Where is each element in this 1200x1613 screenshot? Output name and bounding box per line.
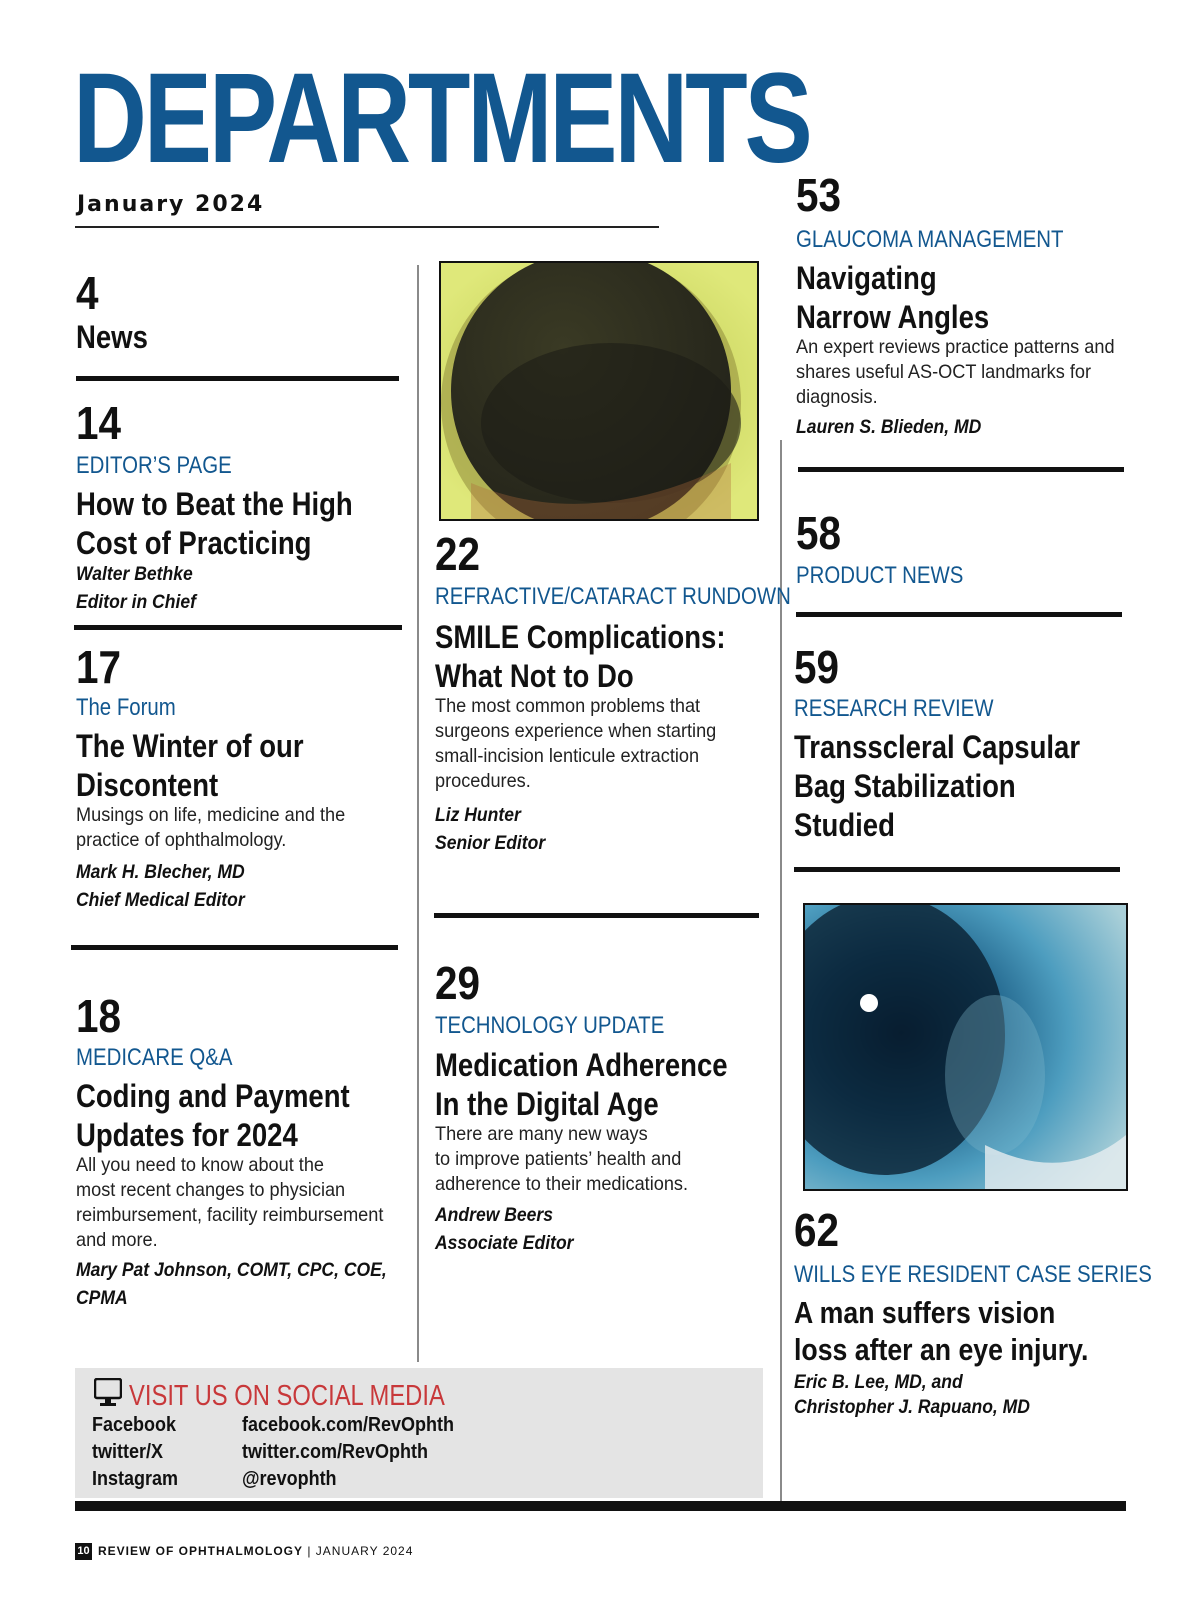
author-refractive: Liz Hunter Senior Editor: [435, 804, 546, 855]
page-number-research: 59: [794, 641, 840, 693]
social-link-facebook[interactable]: facebook.com/RevOphth: [242, 1414, 455, 1436]
author-wills-eye: Eric B. Lee, MD, and Christopher J. Rapuano, MD: [794, 1371, 1030, 1419]
section-divider: [434, 913, 759, 918]
bottom-rule: [75, 1501, 1126, 1511]
description-refractive: The most common problems that surgeons experience when starting small-incision lenticule extraction procedures.: [435, 695, 717, 792]
folio-page-number: 10: [75, 1543, 92, 1560]
author-glaucoma: Lauren S. Blieden, MD: [796, 416, 982, 438]
page-number-refractive: 22: [435, 528, 481, 580]
description-technology: There are many new ways to improve patients’ health and adherence to their medications.: [435, 1123, 689, 1195]
header-divider: [75, 226, 659, 228]
section-divider: [74, 625, 402, 630]
author-technology: Andrew Beers Associate Editor: [435, 1204, 574, 1255]
headline-glaucoma[interactable]: Navigating Narrow Angles: [796, 260, 990, 336]
section-label-refractive: REFRACTIVE/CATARACT RUNDOWN: [435, 583, 791, 610]
section-label-forum: The Forum: [76, 694, 176, 721]
headline-refractive[interactable]: SMILE Complications: What Not to Do: [435, 619, 726, 695]
social-link-twitter[interactable]: twitter.com/RevOphth: [242, 1441, 429, 1463]
page-title: DEPARTMENTS: [73, 47, 810, 190]
page-number-product-news: 58: [796, 507, 842, 559]
headline-research[interactable]: Transscleral Capsular Bag Stabilization Studied: [794, 729, 1081, 844]
headline-technology[interactable]: Medication Adherence In the Digital Age: [435, 1047, 728, 1123]
page-number-wills-eye: 62: [794, 1204, 840, 1256]
author-medicare: Mary Pat Johnson, COMT, CPC, COE, CPMA: [76, 1259, 387, 1310]
folio-publication: REVIEW OF OPHTHALMOLOGY: [98, 1544, 303, 1558]
social-heading: VISIT US ON SOCIAL MEDIA: [129, 1380, 445, 1412]
page-number-news: 4: [76, 267, 99, 319]
issue-date: January 2024: [77, 192, 265, 217]
section-label-wills-eye: WILLS EYE RESIDENT CASE SERIES: [794, 1261, 1152, 1288]
headline-medicare[interactable]: Coding and Payment Updates for 2024: [76, 1078, 350, 1154]
description-glaucoma: An expert reviews practice patterns and shares useful AS-OCT landmarks for diagnosis.: [796, 336, 1115, 408]
eye-surgery-photo: [441, 263, 757, 519]
page-number-glaucoma: 53: [796, 169, 842, 221]
column-divider-left: [417, 265, 419, 1362]
folio-issue: JANUARY 2024: [315, 1544, 414, 1558]
monitor-icon: [94, 1378, 122, 1408]
social-label-twitter: twitter/X: [92, 1441, 164, 1463]
eye-surgery-image: [439, 261, 759, 521]
section-divider: [796, 612, 1122, 617]
author-forum: Mark H. Blecher, MD Chief Medical Editor: [76, 861, 245, 912]
description-forum: Musings on life, medicine and the practice of ophthalmology.: [76, 804, 346, 851]
section-label-glaucoma: GLAUCOMA MANAGEMENT: [796, 226, 1064, 253]
section-divider: [798, 467, 1124, 472]
social-label-facebook: Facebook: [92, 1414, 177, 1436]
headline-wills-eye[interactable]: A man suffers vision loss after an eye injury.: [794, 1295, 1089, 1368]
iris-closeup-photo: [805, 905, 1126, 1189]
folio-separator: |: [303, 1544, 316, 1558]
section-divider: [71, 945, 398, 950]
headline-editors-page[interactable]: How to Beat the High Cost of Practicing: [76, 486, 353, 562]
social-link-instagram[interactable]: @revophth: [242, 1468, 337, 1490]
page-number-technology: 29: [435, 957, 481, 1009]
headline-news[interactable]: News: [76, 319, 148, 355]
page-number-editors-page: 14: [76, 397, 122, 449]
headline-forum[interactable]: The Winter of our Discontent: [76, 728, 304, 804]
page-number-forum: 17: [76, 641, 122, 693]
section-divider: [76, 376, 399, 381]
section-label-editors-page: EDITOR’S PAGE: [76, 452, 232, 479]
social-label-instagram: Instagram: [92, 1468, 179, 1490]
section-label-product-news[interactable]: PRODUCT NEWS: [796, 562, 964, 589]
section-label-research: RESEARCH REVIEW: [794, 695, 994, 722]
blue-iris-image: [803, 903, 1128, 1191]
folio-line: [98, 1543, 413, 1560]
section-label-medicare: MEDICARE Q&A: [76, 1044, 233, 1071]
author-editors-page: Walter Bethke Editor in Chief: [76, 563, 196, 614]
section-divider: [794, 867, 1120, 872]
description-medicare: All you need to know about the most recent changes to physician reimbursement, facility reimbursement and more.: [76, 1154, 384, 1251]
section-label-technology: TECHNOLOGY UPDATE: [435, 1012, 665, 1039]
page-number-medicare: 18: [76, 990, 122, 1042]
